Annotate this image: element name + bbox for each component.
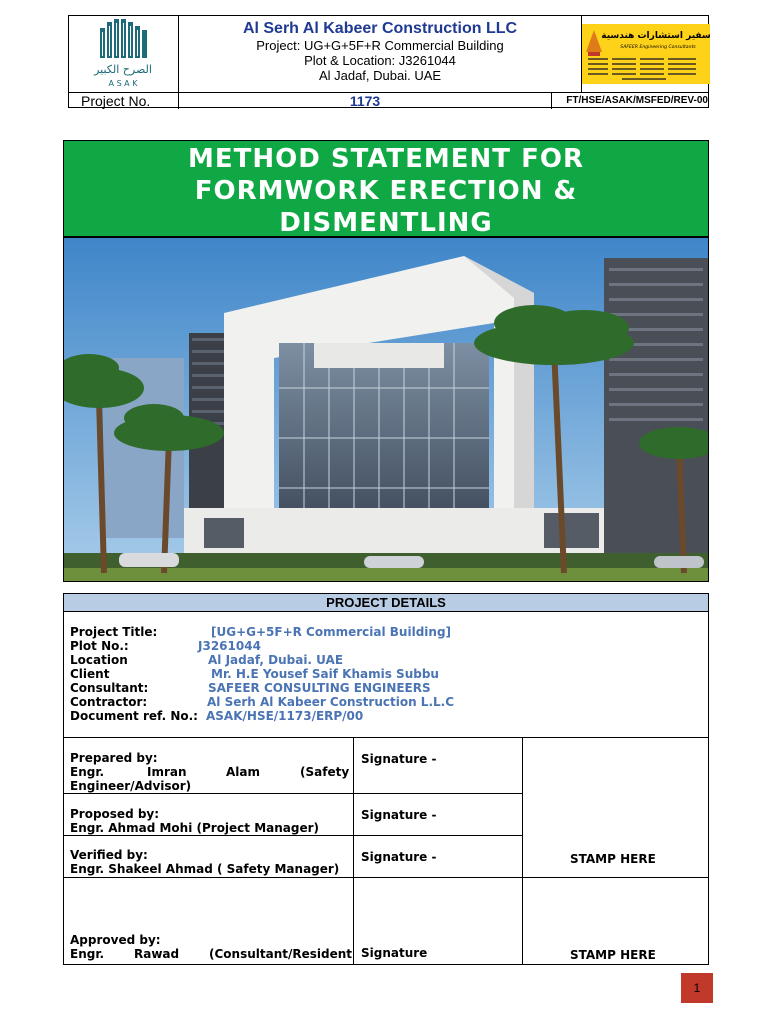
detail-value: SAFEER CONSULTING ENGINEERS [208, 681, 431, 695]
signature-label: Signature [361, 946, 428, 960]
prepared-by-name-part: (Safety [300, 765, 350, 779]
signature-label: Signature - [361, 850, 437, 864]
column-divider [522, 738, 523, 964]
title-line-1: METHOD STATEMENT FOR [188, 144, 584, 174]
document-reference: FT/HSE/ASAK/MSFED/REV-00 [551, 93, 710, 109]
safeer-latin-text: SAFEER Engineering Consultants [620, 45, 696, 50]
verified-by-name: Engr. Shakeel Ahmad ( Safety Manager) [70, 862, 340, 876]
detail-label: Plot No.: [70, 639, 129, 653]
plot-line: Plot & Location: J3261044 [304, 53, 456, 68]
signature-table [63, 738, 709, 965]
detail-value: ASAK/HSE/1173/ERP/00 [206, 709, 364, 723]
project-details-table [63, 593, 709, 738]
building-rendering-image [63, 237, 709, 582]
project-no-value: 1173 [349, 93, 381, 109]
project-no-label: Project No. [69, 93, 179, 109]
detail-value: J3261044 [198, 639, 261, 653]
column-divider [353, 738, 354, 964]
safeer-arabic-text: سفير استشارات هندسية [601, 31, 710, 41]
proposed-by-name: Engr. Ahmad Mohi (Project Manager) [70, 821, 320, 835]
row-divider [64, 835, 523, 836]
title-banner [63, 140, 709, 237]
project-details-heading: PROJECT DETAILS [64, 594, 708, 612]
prepared-by-title: Prepared by: [70, 751, 158, 765]
detail-label: Contractor: [70, 695, 148, 709]
prepared-by-name-part: Engineer/Advisor) [70, 779, 192, 793]
prepared-by-name-part: Imran [147, 765, 187, 779]
safeer-logo [581, 16, 710, 92]
company-name: Al Serh Al Kabeer Construction LLC [242, 20, 518, 37]
asak-logo [69, 16, 179, 92]
approved-by-name-part: Engr. [70, 947, 105, 961]
detail-value: Al Jadaf, Dubai. UAE [208, 653, 344, 667]
detail-value: Mr. H.E Yousef Saif Khamis Subbu [211, 667, 439, 681]
proposed-by-title: Proposed by: [70, 807, 160, 821]
logo-arabic-text: الصرح الكبير [94, 63, 152, 76]
detail-label: Document ref. No.: [70, 709, 198, 723]
prepared-by-name-part: Alam [226, 765, 261, 779]
title-line-3: DISMENTLING [279, 208, 493, 238]
prepared-by-name-part: Engr. [70, 765, 105, 779]
logo-latin-text: A S A K [108, 79, 138, 88]
signature-label: Signature - [361, 808, 437, 822]
detail-value: [UG+G+5F+R Commercial Building] [211, 625, 452, 639]
detail-label: Consultant: [70, 681, 149, 695]
title-line-2: FORMWORK ERECTION & [194, 176, 578, 206]
approved-by-name-part: Rawad [134, 947, 180, 961]
project-line: Project: UG+G+5F+R Commercial Building [256, 38, 504, 53]
row-divider [64, 877, 709, 878]
verified-by-title: Verified by: [70, 848, 148, 862]
project-number-row [69, 92, 708, 109]
location-line: Al Jadaf, Dubai. UAE [318, 68, 442, 83]
page-number: 1 [681, 973, 713, 1003]
detail-value: Al Serh Al Kabeer Construction L.L.C [207, 695, 455, 709]
detail-label: Client [70, 667, 110, 681]
stamp-here-label: STAMP HERE [570, 948, 656, 962]
header-center [179, 16, 581, 92]
row-divider [64, 793, 523, 794]
signature-label: Signature - [361, 752, 437, 766]
approved-by-name-part: (Consultant/Resident [209, 947, 353, 961]
stamp-here-label: STAMP HERE [570, 852, 656, 866]
detail-label: Project Title: [70, 625, 158, 639]
document-header [68, 15, 709, 108]
approved-by-title: Approved by: [70, 933, 161, 947]
detail-label: Location [70, 653, 128, 667]
